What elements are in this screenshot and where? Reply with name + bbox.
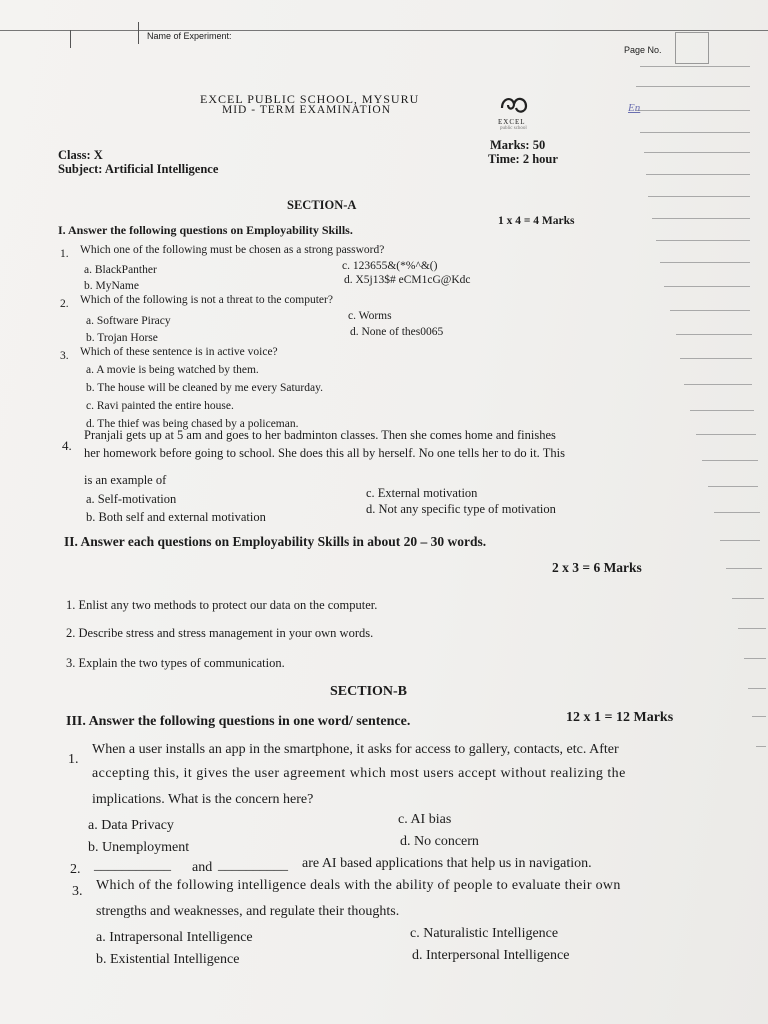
handwritten-note: En — [628, 102, 641, 114]
option-a: a. Data Privacy — [88, 818, 174, 833]
question-number: 2. — [70, 862, 81, 877]
question-text: strengths and weaknesses, and regulate their thoughts. — [96, 904, 400, 919]
option-d: d. None of thes0065 — [350, 326, 444, 338]
ruled-line — [660, 262, 750, 263]
question-text: Which of the following intelligence deals with the ability of people to evaluate their own — [96, 878, 621, 893]
option-a: a. Intrapersonal Intelligence — [96, 930, 253, 945]
option-a: a. A movie is being watched by them. — [86, 364, 259, 376]
part3-marks: 12 x 1 = 12 Marks — [566, 710, 674, 725]
ruled-line — [676, 334, 752, 335]
ruled-line — [708, 486, 758, 487]
ruled-line — [748, 688, 766, 689]
class-label: Class: X — [58, 148, 103, 162]
ruled-line — [648, 196, 750, 197]
part2-heading: II. Answer each questions on Employability Skills in about 20 – 30 words. — [64, 534, 487, 549]
option-a: a. Software Piracy — [86, 315, 171, 327]
question-text: is an example of — [84, 473, 167, 487]
question-number: 4. — [62, 438, 72, 453]
option-b: b. Existential Intelligence — [96, 952, 240, 967]
question-text: Which of these sentence is in active voice? — [80, 346, 278, 358]
question-text: Which one of the following must be chosen as a strong password? — [80, 244, 385, 256]
question-text: Which of the following is not a threat to the computer? — [80, 294, 333, 306]
part1-marks: 1 x 4 = 4 Marks — [498, 215, 575, 227]
option-b: b. Unemployment — [88, 840, 190, 855]
option-d: d. Interpersonal Intelligence — [412, 948, 570, 963]
section-a-title: SECTION-A — [287, 198, 357, 212]
logo-caption: EXCEL — [498, 118, 526, 126]
option-c: c. 123655&(*%^&() — [342, 260, 438, 272]
conjunction-text: and — [192, 860, 213, 875]
ruled-line — [640, 66, 750, 67]
option-c: c. Ravi painted the entire house. — [86, 400, 234, 412]
ruled-line — [744, 658, 766, 659]
logo-subcaption: public school — [500, 126, 527, 131]
exam-title: MID - TERM EXAMINATION — [222, 104, 392, 116]
answer-blank: __________ — [218, 858, 288, 873]
option-d: d. No concern — [400, 834, 479, 849]
question-number: 1. — [60, 248, 69, 260]
part2-marks: 2 x 3 = 6 Marks — [552, 560, 642, 575]
option-b: b. MyName — [84, 280, 139, 292]
ruled-line — [664, 286, 750, 287]
ruled-line — [726, 568, 762, 569]
page-no-box — [675, 32, 709, 64]
margin-tick — [138, 22, 139, 44]
name-of-experiment-label: Name of Experiment: — [147, 31, 232, 41]
question-number: 3. — [60, 350, 69, 362]
ruled-line — [702, 460, 758, 461]
question-text: her homework before going to school. She does this all by herself. No one tells her to do it. This — [84, 446, 565, 460]
ruled-line — [714, 512, 760, 513]
option-c: c. Worms — [348, 310, 392, 322]
option-d: d. Not any specific type of motivation — [366, 502, 556, 516]
ruled-line — [656, 240, 750, 241]
question-text: 2. Describe stress and stress management in your own words. — [66, 626, 374, 640]
option-c: c. External motivation — [366, 486, 478, 500]
question-number: 3. — [72, 884, 83, 899]
option-d: d. The thief was being chased by a policeman. — [86, 418, 299, 430]
question-text: 3. Explain the two types of communication. — [66, 656, 285, 670]
question-text: When a user installs an app in the smartphone, it asks for access to gallery, contacts, etc. After — [92, 742, 619, 757]
ruled-line — [738, 628, 766, 629]
question-text: implications. What is the concern here? — [92, 792, 314, 807]
question-text: Pranjali gets up at 5 am and goes to her badminton classes. Then she comes home and finishes — [84, 428, 556, 442]
ruled-line — [646, 174, 750, 175]
option-d: d. X5j13$# eCM1cG@Kdc — [344, 274, 471, 286]
exam-time: Time: 2 hour — [488, 152, 558, 166]
part3-heading: III. Answer the following questions in one word/ sentence. — [66, 714, 411, 729]
ruled-line — [670, 310, 750, 311]
ruled-line — [756, 746, 766, 747]
ruled-line — [752, 716, 766, 717]
total-marks: Marks: 50 — [490, 138, 546, 152]
question-number: 2. — [60, 298, 69, 310]
page-no-label: Page No. — [624, 45, 662, 55]
ruled-line — [732, 598, 764, 599]
answer-blank: ___________ — [94, 858, 171, 873]
ruled-line — [644, 152, 750, 153]
option-a: a. Self-motivation — [86, 492, 177, 506]
question-text: 1. Enlist any two methods to protect our data on the computer. — [66, 598, 378, 612]
ruled-line — [636, 110, 750, 111]
question-number: 1. — [68, 752, 79, 767]
ruled-line — [652, 218, 750, 219]
option-c: c. Naturalistic Intelligence — [410, 926, 559, 941]
question-text: are AI based applications that help us in navigation. — [302, 856, 592, 871]
option-b: b. The house will be cleaned by me every Saturday. — [86, 382, 323, 394]
ruled-line — [636, 86, 750, 87]
ruled-line — [684, 384, 752, 385]
ruled-line — [696, 434, 756, 435]
ruled-line — [640, 132, 750, 133]
option-b: b. Both self and external motivation — [86, 510, 266, 524]
ruled-line — [690, 410, 754, 411]
margin-tick — [70, 30, 71, 48]
subject-label: Subject: Artificial Intelligence — [58, 162, 219, 176]
ruled-line — [680, 358, 752, 359]
school-name: EXCEL PUBLIC SCHOOL, MYSURU — [200, 92, 420, 106]
part1-heading: I. Answer the following questions on Employability Skills. — [58, 223, 353, 237]
question-text: accepting this, it gives the user agreement which most users accept without realizing the — [92, 766, 626, 781]
option-a: a. BlackPanther — [84, 264, 157, 276]
option-b: b. Trojan Horse — [86, 332, 158, 344]
header-rule — [0, 30, 768, 31]
section-b-title: SECTION-B — [330, 684, 408, 699]
ruled-line — [720, 540, 760, 541]
school-logo-icon — [496, 92, 532, 118]
option-c: c. AI bias — [398, 812, 452, 827]
